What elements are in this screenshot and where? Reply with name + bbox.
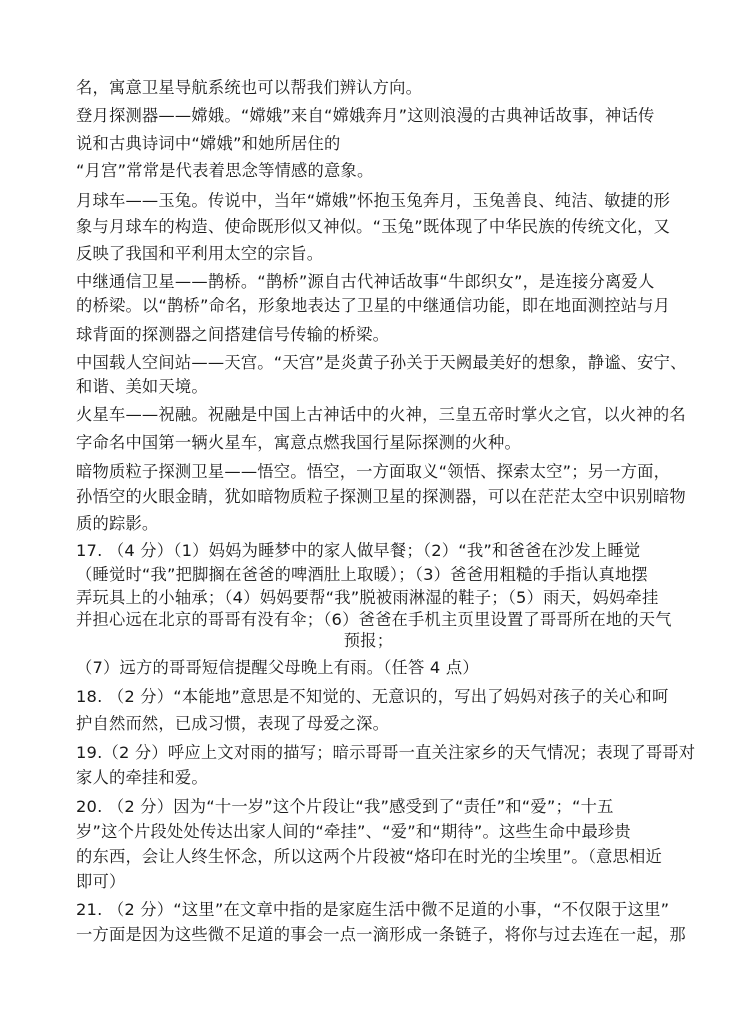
text-line: 护自然而然，已成习惯，表现了母爱之深。	[76, 714, 390, 733]
text-line: 家人的牵挂和爱。	[76, 768, 208, 787]
text-line: 月球车——玉兔。传说中，当年“嫦娥”怀抱玉兔奔月，玉兔善良、纯洁、敏捷的形	[76, 191, 671, 210]
text-line: 质的踪影。	[76, 514, 159, 533]
text-line: 反映了我国和平利用太空的宗旨。	[76, 244, 324, 263]
text-line: 18. （2 分）“本能地”意思是不知觉的、无意识的，写出了妈妈对孩子的关心和呵	[76, 687, 669, 706]
text-line: 19.（2 分）呼应上文对雨的描写；暗示哥哥一直关注家乡的天气情况；表现了哥哥对	[76, 743, 696, 762]
text-line: 孙悟空的火眼金睛，犹如暗物质粒子探测卫星的探测器，可以在茫茫太空中识别暗物	[76, 487, 686, 506]
text-line: 象与月球车的构造、使命既形似又神似。“玉兔”既体现了中华民族的传统文化，又	[76, 217, 671, 236]
text-line: 说和古典诗词中“嫦娥”和她所居住的	[76, 134, 341, 153]
text-line: 的桥梁。以“鹊桥”命名，形象地表达了卫星的中继通信功能，即在地面测控站与月	[76, 296, 671, 315]
text-line: 预报；	[343, 631, 394, 650]
text-line: 登月探测器——嫦娥。“嫦娥”来自“嫦娥奔月”这则浪漫的古典神话故事，神话传	[76, 106, 655, 125]
text-line: 的东西，会让人终生怀念，所以这两个片段被“烙印在时光的尘埃里”。（意思相近	[76, 847, 662, 866]
text-line: （7）远方的哥哥短信提醒父母晚上有雨。（任答 4 点）	[76, 658, 479, 677]
text-line: （睡觉时“我”把脚搁在爸爸的啤酒肚上取暖）；（3）爸爸用粗糙的手指认真地摆	[76, 565, 648, 584]
text-line: 弄玩具上的小轴承；（4）妈妈要帮“我”脱被雨淋湿的鞋子；（5）雨天，妈妈牵挂	[76, 588, 659, 607]
text-line: 暗物质粒子探测卫星——悟空。悟空，一方面取义“领悟、探索太空”；另一方面，	[76, 462, 671, 481]
text-line: 字命名中国第一辆火星车，寓意点燃我国行星际探测的火种。	[76, 433, 521, 452]
text-line: 中继通信卫星——鹊桥。“鹊桥”源自古代神话故事“牛郎织女”，是连接分离爱人	[76, 272, 655, 291]
text-line: 和谐、美如天境。	[76, 377, 208, 396]
text-line: 即可）	[76, 872, 126, 891]
text-line: 火星车——祝融。祝融是中国上古神话中的火神，三皇五帝时掌火之官，以火神的名	[76, 405, 686, 424]
text-line: 名，寓意卫星导航系统也可以帮我们辨认方向。	[76, 78, 423, 97]
text-line: 一方面是因为这些微不足道的事会一点一滴形成一条链子，将你与过去连在一起，那	[76, 925, 686, 944]
text-line: 中国载人空间站——天宫。“天宫”是炎黄子孙关于天阙最美好的想象，静谧、安宁、	[76, 353, 687, 372]
text-line: 并担心远在北京的哥哥有没有伞；（6）爸爸在手机主页里设置了哥哥所在地的天气	[76, 610, 672, 629]
text-line: 21. （2 分）“这里”在文章中指的是家庭生活中微不足道的小事，“不仅限于这里”	[76, 900, 670, 919]
text-line: 球背面的探测器之间搭建信号传输的桥梁。	[76, 325, 390, 344]
text-line: 17. （4 分）（1）妈妈为睡梦中的家人做早餐；（2）“我”和爸爸在沙发上睡觉	[76, 541, 641, 560]
text-line: 20. （2 分）因为“十一岁”这个片段让“我”感受到了“责任”和“爱”；“十五	[76, 797, 614, 816]
text-line: 岁”这个片段处处传达出家人间的“牵挂”、“爱”和“期待”。这些生命中最珍贵	[76, 822, 631, 841]
text-line: “月宫”常常是代表着思念等情感的意象。	[76, 161, 374, 180]
